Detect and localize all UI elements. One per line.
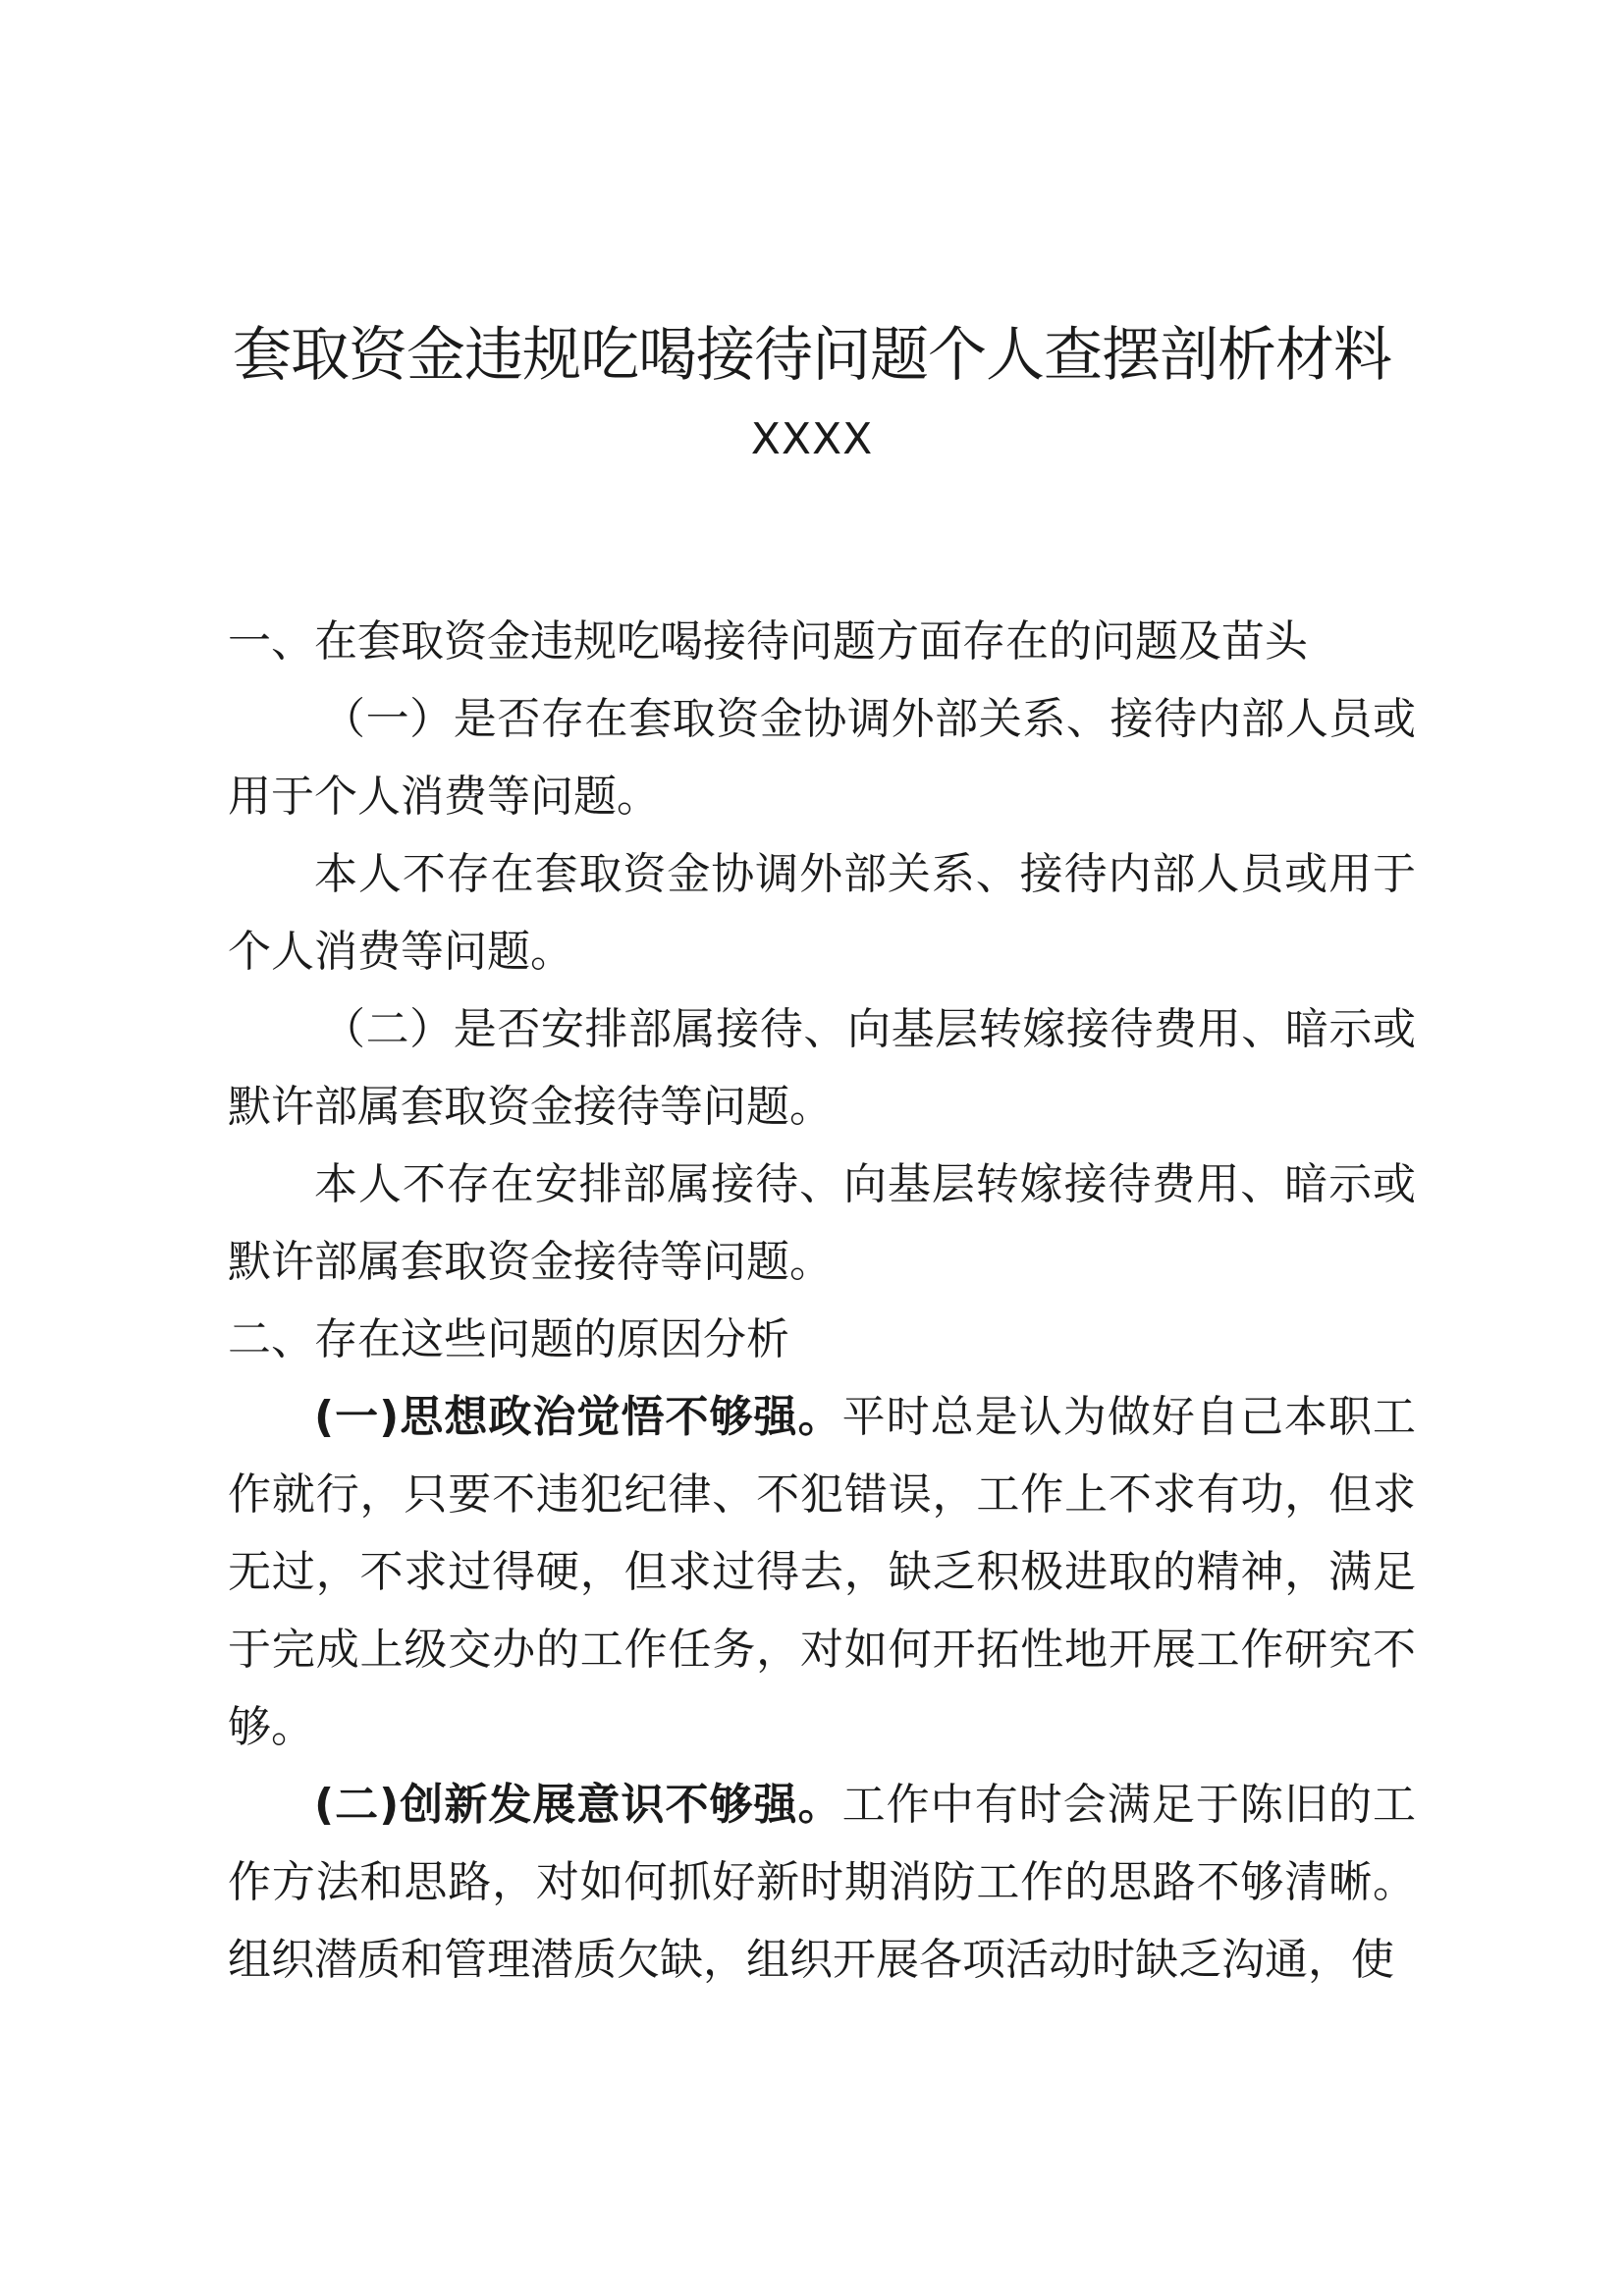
answer-1: 本人不存在套取资金协调外部关系、接待内部人员或用于个人消费等问题。 xyxy=(228,849,1416,977)
analysis-2-heading: (二)创新发展意识不够强。 xyxy=(314,1780,842,1830)
question-2: （二）是否安排部属接待、向基层转嫁接待费用、暗示或默许部属套取资金接待等问题。 xyxy=(228,1004,1416,1132)
analysis-1-heading: (一)思想政治觉悟不够强。 xyxy=(314,1392,842,1442)
document-author: XXXX xyxy=(750,414,874,464)
analysis-paragraph-1 xyxy=(228,1378,1416,1766)
analysis-paragraph-2 xyxy=(228,1766,1416,1999)
analysis-2-text: 工作中有时会满足于陈旧的工作方法和思路，对如何抓好新时期消防工作的思路不够清晰。组织潜质和管理潜质欠缺，组织开展各项活动时缺乏沟通，使 xyxy=(228,1780,1416,1985)
analysis-1-text: 平时总是认为做好自己本职工作就行，只要不违犯纪律、不犯错误，工作上不求有功，但求无过，不求过得硬，但求过得去，缺乏积极进取的精神，满足于完成上级交办的工作任务，对如何开拓性地开展工作研究不够。 xyxy=(228,1392,1416,1752)
document-title: 套取资金违规吃喝接待问题个人查摆剖析材料 xyxy=(233,321,1391,390)
question-1: （一）是否存在套取资金协调外部关系、接待内部人员或用于个人消费等问题。 xyxy=(228,694,1416,822)
answer-2: 本人不存在安排部属接待、向基层转嫁接待费用、暗示或默许部属套取资金接待等问题。 xyxy=(228,1159,1416,1287)
document-body xyxy=(228,603,1416,1999)
section-heading-1: 一、在套取资金违规吃喝接待问题方面存在的问题及苗头 xyxy=(228,616,1308,667)
section-heading-2: 二、存在这些问题的原因分析 xyxy=(228,1314,789,1364)
